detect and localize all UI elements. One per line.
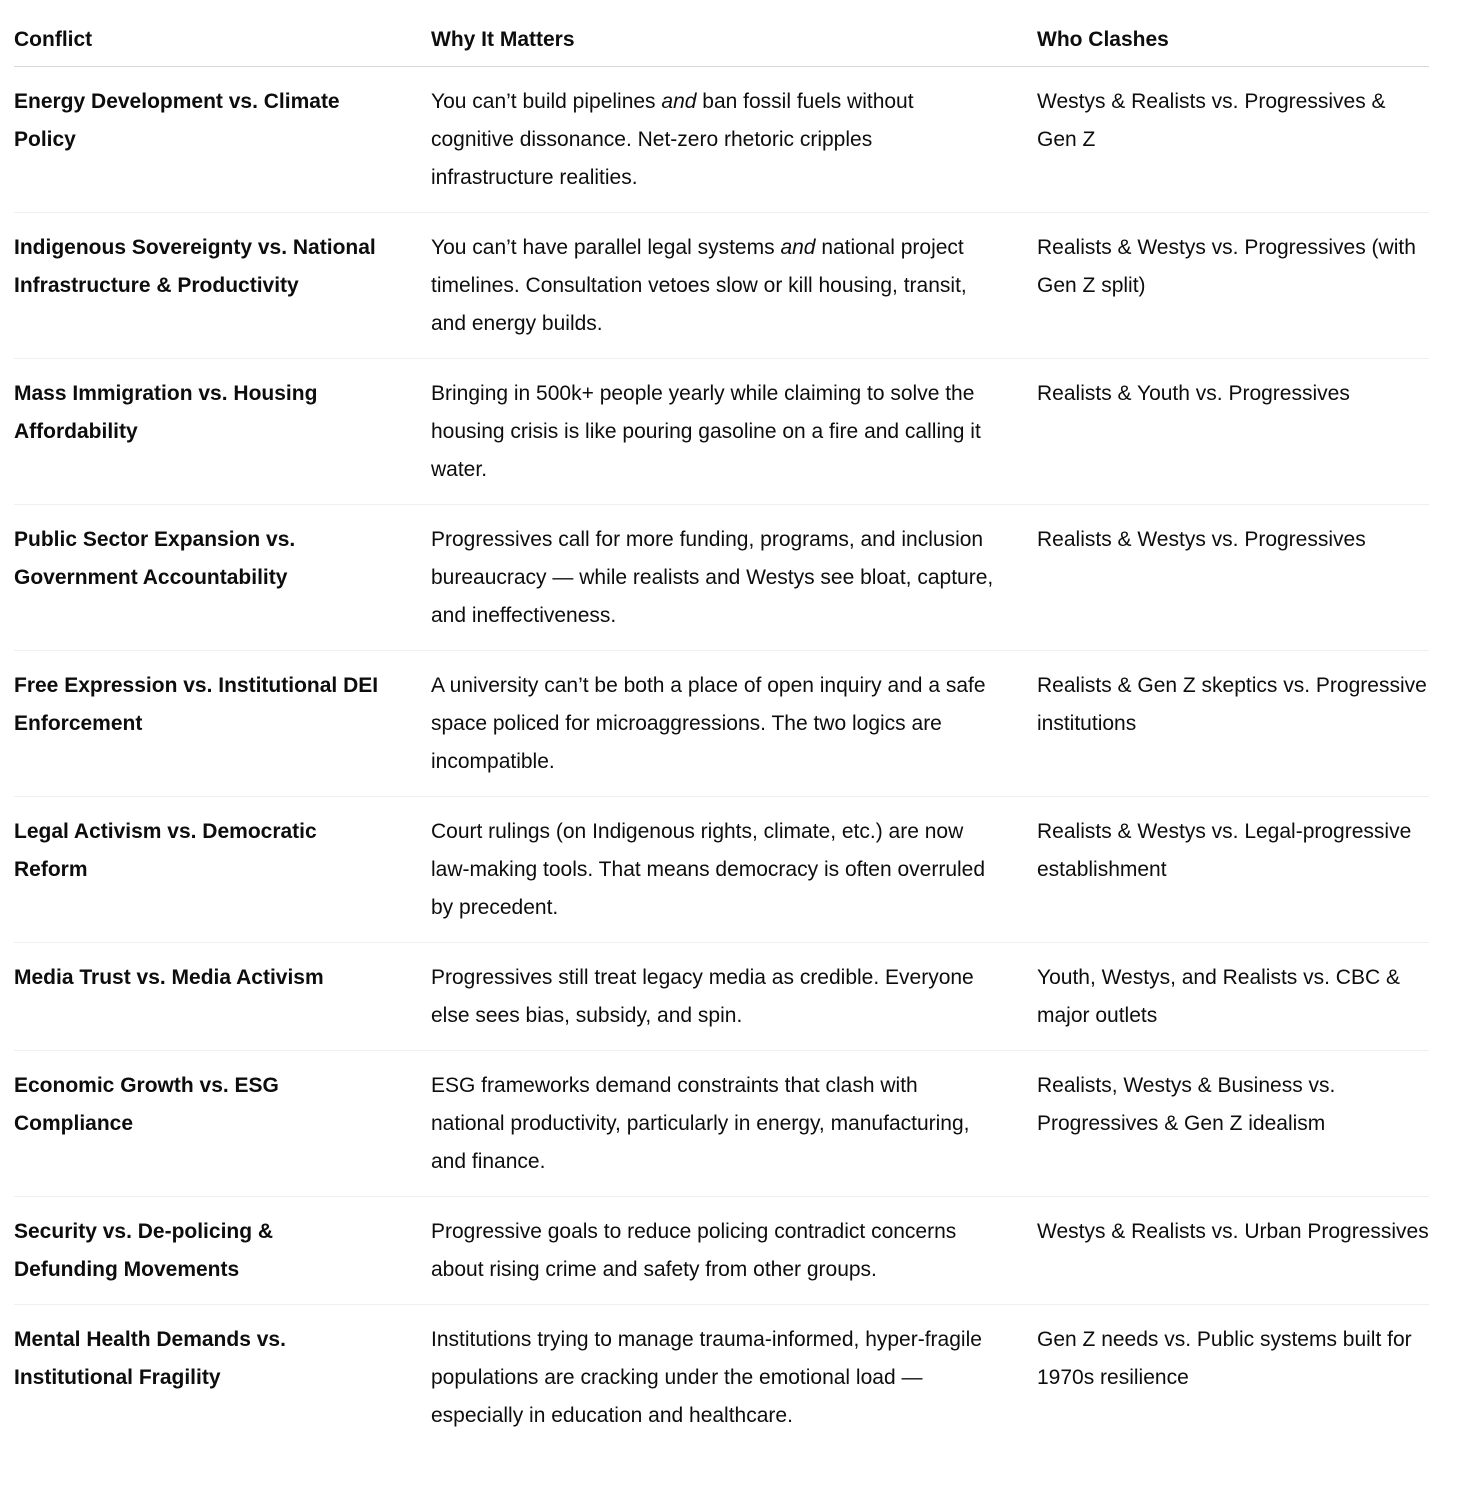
table-row xyxy=(14,1197,1429,1305)
why-text: ban fossil fuels without cognitive dissonance. Net-zero rhetoric cripples infrastructure realities. xyxy=(431,90,914,189)
why-it-matters-cell xyxy=(431,1305,1037,1451)
header-who-clashes: Who Clashes xyxy=(1037,14,1429,67)
who-clashes-cell: Realists & Youth vs. Progressives xyxy=(1037,359,1429,505)
header-row xyxy=(14,14,1429,67)
conflict-cell: Security vs. De-policing & Defunding Movements xyxy=(14,1197,431,1305)
why-text: Progressive goals to reduce policing contradict concerns about rising crime and safety from other groups. xyxy=(431,1220,957,1281)
conflict-table-container xyxy=(14,14,1429,1450)
why-text: Court rulings (on Indigenous rights, climate, etc.) are now law-making tools. That means democracy is often overruled by precedent. xyxy=(431,820,986,919)
why-text: national project timelines. Consultation vetoes slow or kill housing, transit, and energy builds. xyxy=(431,236,967,335)
why-text: Bringing in 500k+ people yearly while claiming to solve the housing crisis is like pouring gasoline on a fire and calling it water. xyxy=(431,382,981,481)
conflict-cell: Media Trust vs. Media Activism xyxy=(14,943,431,1051)
why-text: You can’t build pipelines xyxy=(431,90,662,113)
why-text: You can’t have parallel legal systems xyxy=(431,236,781,259)
who-clashes-cell: Realists & Gen Z skeptics vs. Progressive institutions xyxy=(1037,651,1429,797)
why-text: A university can’t be both a place of open inquiry and a safe space policed for microaggressions. The two logics are incompatible. xyxy=(431,674,986,773)
table-row xyxy=(14,943,1429,1051)
why-it-matters-cell xyxy=(431,651,1037,797)
who-clashes-cell: Realists & Westys vs. Legal-progressive establishment xyxy=(1037,797,1429,943)
table-row xyxy=(14,67,1429,213)
table-header xyxy=(14,14,1429,67)
table-row xyxy=(14,1305,1429,1451)
why-text: Progressives call for more funding, programs, and inclusion bureaucracy — while realists and Westys see bloat, capture, and ineffectiveness. xyxy=(431,528,994,627)
conflict-cell: Energy Development vs. Climate Policy xyxy=(14,67,431,213)
table-row xyxy=(14,797,1429,943)
conflict-table xyxy=(14,14,1429,1450)
why-text: ESG frameworks demand constraints that clash with national productivity, particularly in energy, manufacturing, and finance. xyxy=(431,1074,970,1173)
table-row xyxy=(14,651,1429,797)
why-it-matters-cell xyxy=(431,943,1037,1051)
conflict-cell: Mental Health Demands vs. Institutional Fragility xyxy=(14,1328,286,1389)
conflict-cell: Public Sector Expansion vs. Government Accountability xyxy=(14,505,431,651)
emphasis-text: and xyxy=(780,236,816,259)
header-why-it-matters: Why It Matters xyxy=(431,14,1037,67)
conflict-cell: Free Expression vs. Institutional DEI Enforcement xyxy=(14,651,431,797)
who-clashes-cell: Westys & Realists vs. Urban Progressives xyxy=(1037,1197,1429,1305)
table-row xyxy=(14,213,1429,359)
why-it-matters-cell xyxy=(431,797,1037,943)
conflict-cell: Economic Growth vs. ESG Compliance xyxy=(14,1051,431,1197)
table-row xyxy=(14,1051,1429,1197)
why-text: Progressives still treat legacy media as credible. Everyone else sees bias, subsidy, and spin. xyxy=(431,966,974,1027)
why-it-matters-cell xyxy=(431,1051,1037,1197)
table-row xyxy=(14,505,1429,651)
who-clashes-cell: Westys & Realists vs. Progressives & Gen Z xyxy=(1037,67,1429,213)
conflict-cell: Mass Immigration vs. Housing Affordability xyxy=(14,359,431,505)
who-clashes-cell: Gen Z needs vs. Public systems built for 1970s resilience xyxy=(1037,1328,1412,1389)
emphasis-text: and xyxy=(661,90,697,113)
who-clashes-cell: Youth, Westys, and Realists vs. CBC & major outlets xyxy=(1037,943,1429,1051)
why-it-matters-cell xyxy=(431,505,1037,651)
conflict-cell: Indigenous Sovereignty vs. National Infrastructure & Productivity xyxy=(14,213,431,359)
who-clashes-cell: Realists & Westys vs. Progressives xyxy=(1037,505,1429,651)
header-conflict: Conflict xyxy=(14,14,431,67)
why-it-matters-cell xyxy=(431,213,1037,359)
conflict-cell: Legal Activism vs. Democratic Reform xyxy=(14,797,431,943)
why-it-matters-cell xyxy=(431,67,1037,213)
why-text: Institutions trying to manage trauma-informed, hyper-fragile populations are cracking under the emotional load — especially in education and healthcare. xyxy=(431,1328,982,1427)
who-clashes-cell: Realists & Westys vs. Progressives (with Gen Z split) xyxy=(1037,213,1429,359)
table-body xyxy=(14,67,1429,1451)
who-clashes-cell: Realists, Westys & Business vs. Progressives & Gen Z idealism xyxy=(1037,1051,1429,1197)
why-it-matters-cell xyxy=(431,1197,1037,1305)
table-row xyxy=(14,359,1429,505)
why-it-matters-cell xyxy=(431,359,1037,505)
